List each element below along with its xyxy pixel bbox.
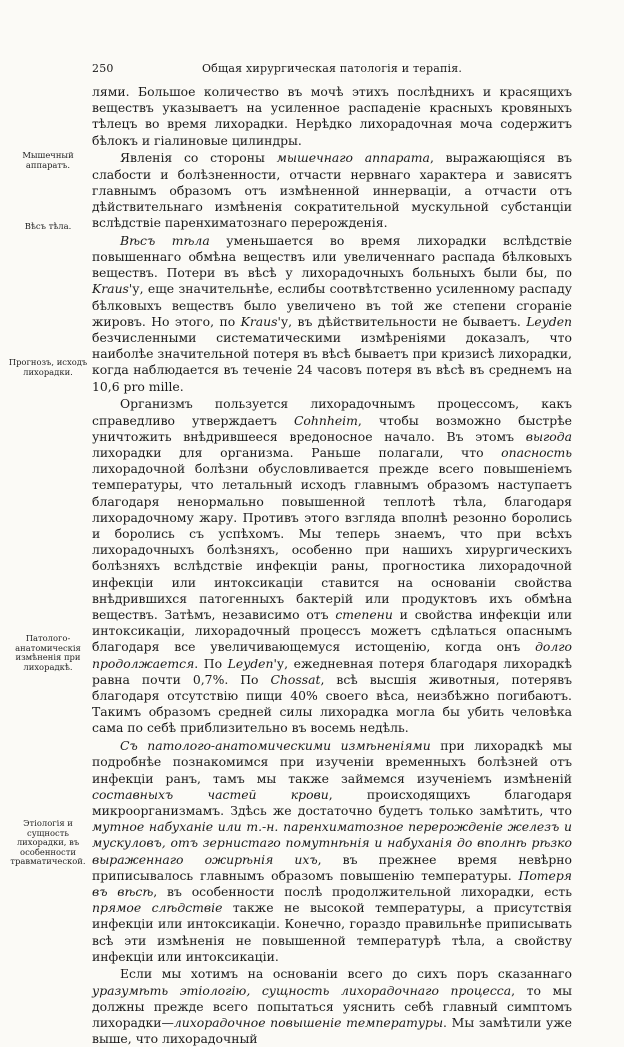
text-run: , выражающіяся въ слабости и болѣзненности, отчасти нервнаго характера и зависятъ главнымъ образомъ отъ измѣненной иннерваціи, а отчасти отъ дѣйствительнаго измѣненія сократительной мускульной субстанціи вслѣдствіе паренхиматознаго перерожденія. (92, 150, 572, 231)
italic-phrase: Съ патолого-анатомическими измѣненіями (120, 738, 431, 754)
text-run: Явленія со стороны (120, 150, 277, 166)
text-run: Если мы хотимъ на основаніи всего до сихъ поръ сказаннаго (120, 966, 572, 982)
margin-note-weight: Вѣсъ тѣла. (24, 221, 72, 231)
paragraph (92, 966, 572, 1047)
italic-phrase: лихорадочное повышеніе температуры (173, 1015, 444, 1031)
page-number: 250 (92, 62, 114, 75)
page-header (92, 62, 572, 78)
paragraph (92, 84, 572, 149)
italic-phrase: уразумѣть этіологію, сущность лихорадочнаго процесса (92, 982, 512, 998)
text-run: 'у, еще значительнѣе, еслибы соотвѣтственно усиленному распаду бѣлковыхъ веществъ было увеличено въ той же степени сгораніе жировъ. Но этого, по (92, 281, 572, 329)
text-run: при лихорадкѣ мы подробнѣе познакомимся при изученіи временныхъ болѣзней отъ инфекціи ранъ, тамъ мы также займемся изученіемъ измѣненій (92, 738, 572, 786)
text-run: лихорадки для организма. Раньше полагали, что (92, 444, 502, 460)
text-run: и свойства инфекціи или интоксикаціи, лихорадочный процессъ можетъ сдѣлаться опаснымъ благодаря все увеличивающемуся истощенію, когда онъ (92, 607, 572, 655)
text-run: лями. Большое количество въ мочѣ этихъ послѣднихъ и красящихъ веществъ указываетъ на усиленное распаденіе красныхъ кровяныхъ тѣлецъ во время лихорадки. Нерѣдко лихорадочная моча содержитъ бѣлокъ и гіалиновые цилиндры. (92, 84, 572, 148)
italic-phrase: Вѣсъ тѣла (120, 232, 210, 248)
text-run: уменьшается во время лихорадки вслѣдствіе повышеннаго обмѣна веществъ или увеличеннаго распада бѣлковыхъ веществъ. Потери въ вѣсѣ у лихорадочныхъ больныхъ были бы, по (92, 232, 573, 281)
italic-phrase: долго продолжается (92, 639, 572, 671)
text-run: также не высокой температуры, а присутствія инфекціи или интоксикаціи. Конечно, гораздо правильнѣе приписывать всѣ эти измѣненія не повышенной температурѣ тѣла, а свойству инфекціи или интоксикаціи. (92, 900, 572, 964)
margin-note-pathology: Патолого-анатомическія измѣненія при лихорадкѣ. (15, 633, 81, 672)
italic-phrase: мутное набуханіе или т.-н. паренхиматозное перерожденіе железъ и мускуловъ, отъ зернистаго помутнѣнія и набуханія до вполнѣ рѣзко выраженнаго ожирѣнія ихъ (92, 819, 572, 867)
text-run: . По (194, 655, 228, 671)
text-run: Организмъ пользуется лихорадочнымъ процессомъ, какъ справедливо утверждаетъ (92, 396, 572, 428)
paragraph (92, 738, 572, 965)
body-text (92, 84, 572, 1047)
margin-note-etiology: Этіологія и сущность лихорадки, въ особенности травматической. (10, 818, 86, 867)
italic-phrase: составныхъ частей крови (92, 786, 329, 802)
text-run: лихорадочной болѣзни обусловливается прежде всего повышеніемъ температуры, что летальный исходъ главнымъ образомъ наступаетъ благодаря ненормально повышенной теплотѣ тѣла, благодаря лихорадочному жару. Противъ этого взгляда вполнѣ резонно боролись и боролись съ успѣхомъ. Мы теперь знаемъ, что при всѣхъ лихорадочныхъ болѣзняхъ, особенно при нашихъ хирургическихъ болѣзняхъ вслѣдствіе инфекціи раны, прогностика лихорадочной инфекціи или интоксикаціи ставится на основаніи свойства внѣдрившихся патогенныхъ бактерій или продуктовъ ихъ обмѣна веществъ. Затѣмъ, независимо отъ (92, 461, 572, 622)
italic-phrase: выгода (525, 428, 572, 444)
italic-phrase: мышечнаго аппарата (276, 150, 430, 166)
paragraph (92, 396, 572, 736)
italic-phrase: прямое слѣдствіе (92, 900, 223, 916)
text-run: , то мы должны прежде всего попытаться уяснить себѣ главный симптомъ лихорадки— (92, 982, 572, 1031)
text-run: 'у, ежедневная потеря благодаря лихорадкѣ равна почти 0,7%. По (92, 655, 572, 687)
italic-phrase: степени (335, 607, 393, 622)
italic-phrase: Leyden (526, 313, 573, 329)
italic-phrase: Kraus (92, 281, 129, 297)
text-run: , всѣ высшія животныя, потерявъ благодаря отсутствію пищи 40% своего вѣса, неизбѣжно погибаютъ. Такимъ образомъ средней силы лихорадка могла бы убить человѣка сама по себѣ приблизительно въ восемь недѣль. (92, 671, 572, 736)
text-run: 'у, въ дѣйствительности не бываетъ. (277, 313, 527, 329)
italic-phrase: Kraus (240, 313, 278, 329)
running-title: Общая хирургическая патологія и терапія. (201, 62, 463, 75)
paragraph (92, 233, 572, 395)
text-run: , чтобы возможно быстрѣе уничтожить внѣдрившееся вредоносное начало. Въ этомъ (92, 412, 572, 444)
paragraph (92, 150, 572, 231)
text-run: , въ особенности послѣ продолжительной лихорадки, есть (153, 883, 572, 899)
margin-note-prognosis: Прогнозъ, исходъ лихорадки. (8, 357, 88, 377)
italic-phrase: Cohnheim (293, 412, 358, 428)
text-run: . Мы замѣтили уже выше, что лихорадочный (92, 1015, 572, 1047)
italic-phrase: Chossat (270, 671, 321, 687)
text-run: безчисленными систематическими измѣреніями доказалъ, что наиболѣе значительной потеря въ вѣсѣ бываетъ при кризисѣ лихорадки, когда наблюдается въ теченіе 24 часовъ потеря въ вѣсѣ въ среднемъ на 10,6 pro mille. (92, 330, 572, 394)
italic-phrase: Leyden (227, 655, 274, 671)
margin-note-muscle: Мышечный аппаратъ. (22, 150, 74, 170)
italic-phrase: опасность (501, 444, 572, 460)
italic-phrase: Потеря въ вѣсѣ (92, 867, 572, 899)
text-run: , въ прежнее время невѣрно приписывалось главнымъ образомъ повышенію температуры. (92, 851, 573, 883)
text-run: , происходящихъ благодаря микроорганизмамъ. Здѣсь же достаточно будетъ только замѣтить, что (92, 786, 572, 818)
